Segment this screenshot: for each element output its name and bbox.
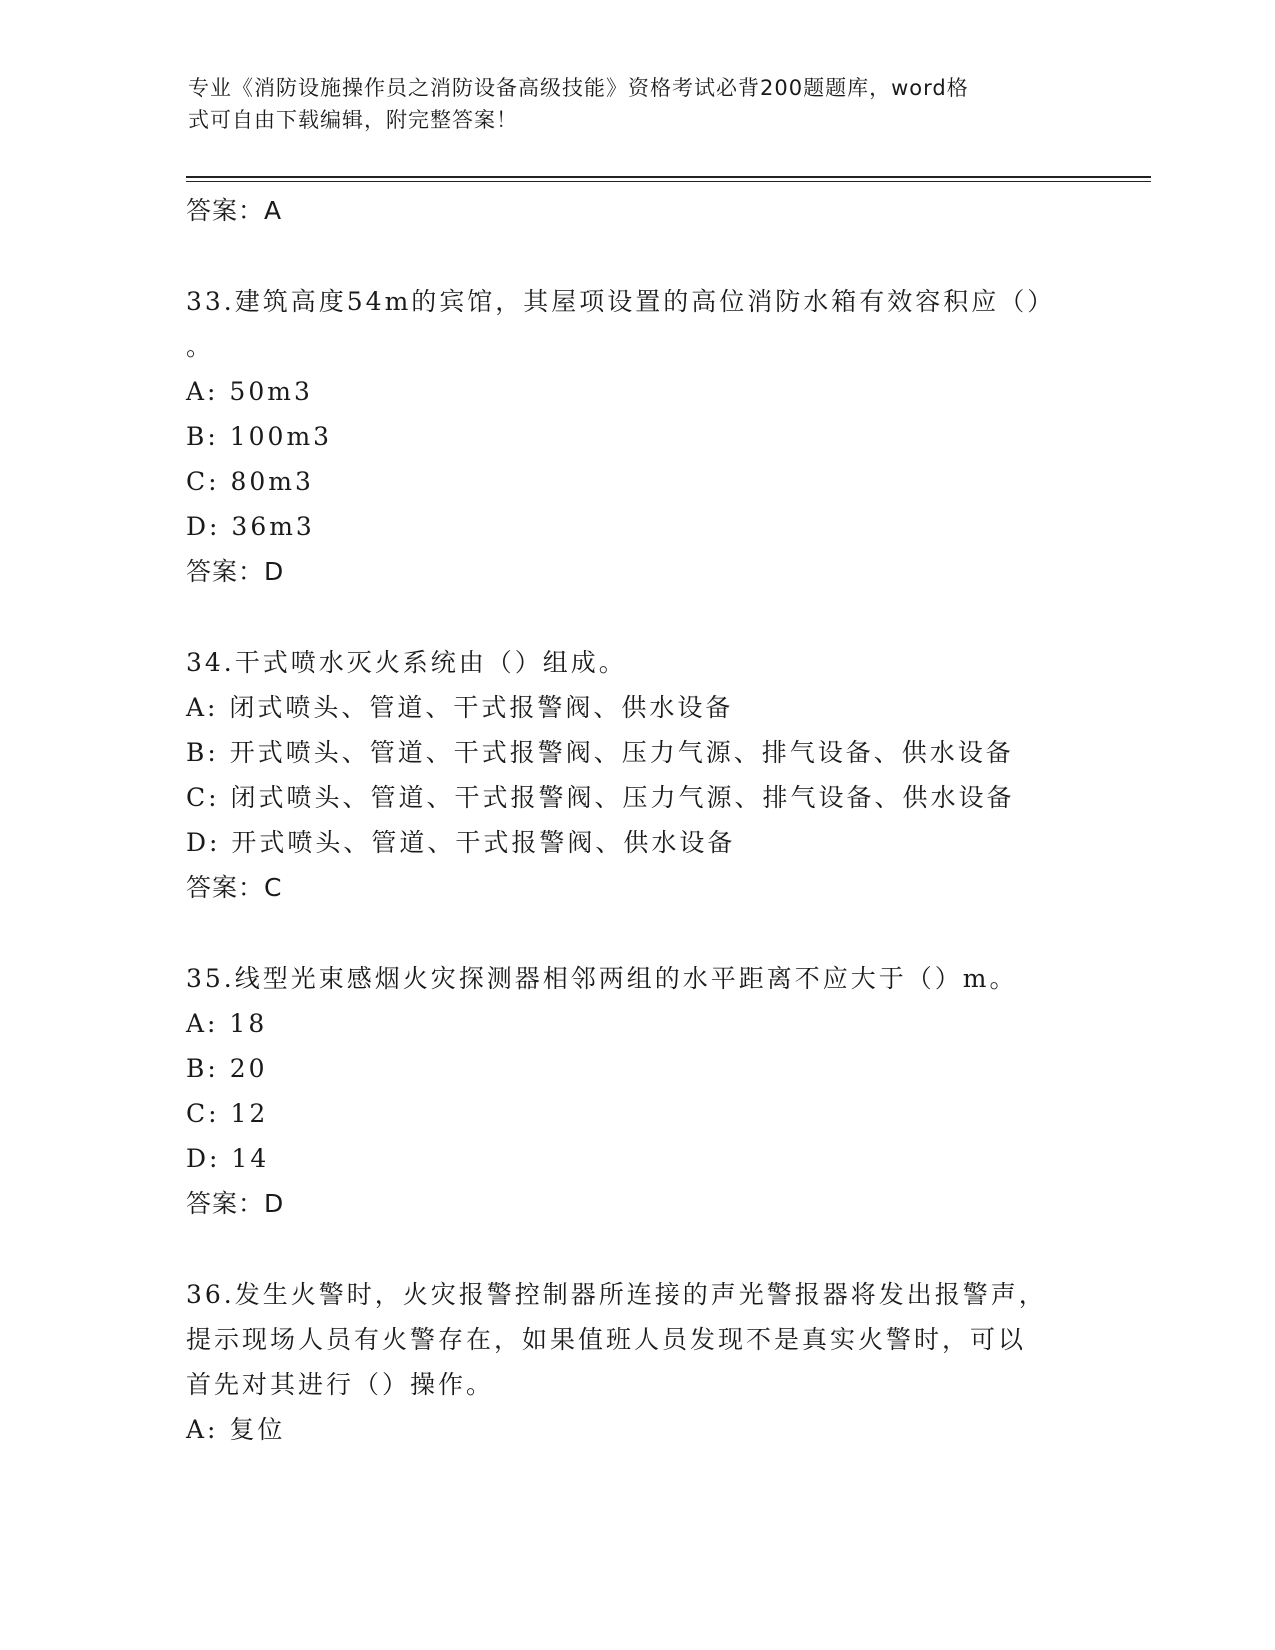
document-body [186, 188, 1086, 1452]
question-35 [186, 956, 1086, 1226]
option-d: D: 14 [186, 1144, 270, 1173]
header-line-2: 式可自由下载编辑，附完整答案！ [188, 108, 518, 132]
question-36 [186, 1272, 1086, 1452]
option-a: A: 18 [186, 1009, 268, 1038]
option-a: A: 复位 [186, 1415, 286, 1444]
option-c: C: 80m3 [186, 467, 314, 496]
header-divider-thin [186, 181, 1151, 182]
option-c: C: 12 [186, 1099, 269, 1128]
option-d: D: 36m3 [186, 512, 315, 541]
option-a: A: 50m3 [186, 377, 313, 406]
question-text-line: 首先对其进行（）操作。 [186, 1370, 495, 1399]
page-header [188, 72, 1068, 136]
answer-32: 答案：A [186, 196, 283, 225]
option-a: A: 闭式喷头、管道、干式报警阀、供水设备 [186, 693, 734, 722]
option-d: D: 开式喷头、管道、干式报警阀、供水设备 [186, 828, 736, 857]
answer-34: 答案：C [186, 873, 283, 902]
option-b: B: 100m3 [186, 422, 333, 451]
question-text-line: 36.发生火警时，火灾报警控制器所连接的声光警报器将发出报警声， [186, 1280, 1047, 1309]
answer-35: 答案：D [186, 1189, 285, 1218]
question-text-line: 34.干式喷水灭火系统由（）组成。 [186, 648, 627, 677]
question-33 [186, 279, 1086, 594]
question-text-line: 提示现场人员有火警存在，如果值班人员发现不是真实火警时，可以 [186, 1325, 1027, 1354]
question-text-line: 33.建筑高度54m的宾馆，其屋项设置的高位消防水箱有效容积应（） [186, 287, 1056, 316]
answer-33: 答案：D [186, 557, 285, 586]
question-text-line: 。 [186, 332, 215, 361]
header-line-1: 专业《消防设施操作员之消防设备高级技能》资格考试必背200题题库，word格 [188, 76, 969, 100]
option-c: C: 闭式喷头、管道、干式报警阀、压力气源、排气设备、供水设备 [186, 783, 1015, 812]
option-b: B: 20 [186, 1054, 268, 1083]
question-34 [186, 640, 1086, 910]
header-divider [186, 176, 1151, 178]
option-b: B: 开式喷头、管道、干式报警阀、压力气源、排气设备、供水设备 [186, 738, 1014, 767]
question-text-line: 35.线型光束感烟火灾探测器相邻两组的水平距离不应大于（）m。 [186, 964, 1018, 993]
